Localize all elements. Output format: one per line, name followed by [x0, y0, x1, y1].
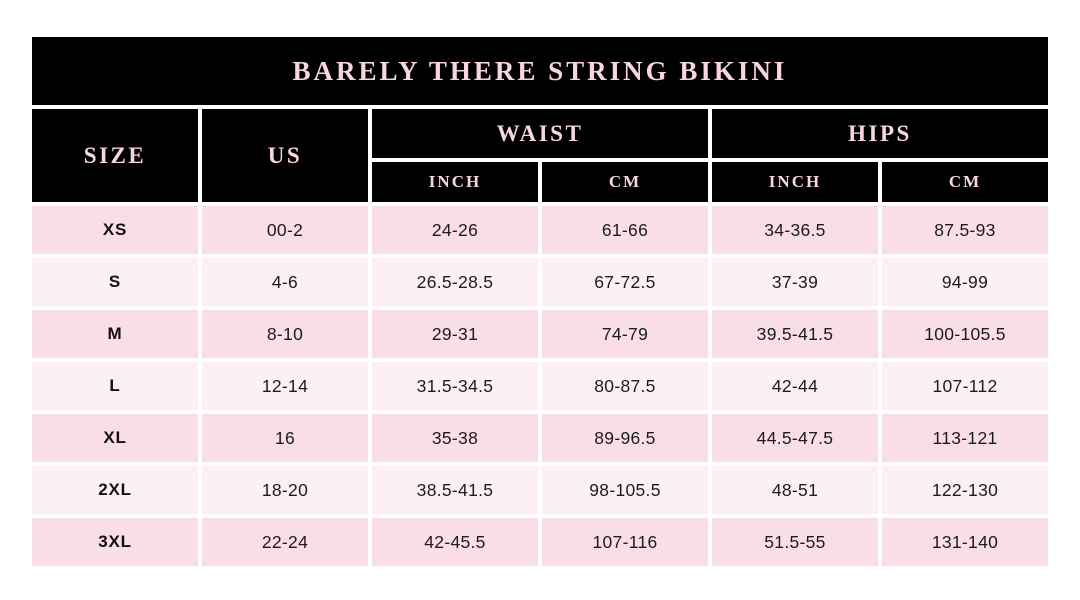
row-2xl-waist-inch: 38.5-41.5: [372, 466, 538, 514]
row-xs-hips-inch: 34-36.5: [712, 206, 878, 254]
row-l-us: 12-14: [202, 362, 368, 410]
row-m-size: M: [32, 310, 198, 358]
row-s-hips-inch: 37-39: [712, 258, 878, 306]
row-s-waist-inch: 26.5-28.5: [372, 258, 538, 306]
row-l-waist-cm: 80-87.5: [542, 362, 708, 410]
size-chart-table: [32, 37, 1048, 566]
header-waist-inch: INCH: [372, 162, 538, 202]
row-m-us: 8-10: [202, 310, 368, 358]
row-xs-hips-cm: 87.5-93: [882, 206, 1048, 254]
row-3xl-us: 22-24: [202, 518, 368, 566]
row-xl-hips-inch: 44.5-47.5: [712, 414, 878, 462]
row-3xl-waist-inch: 42-45.5: [372, 518, 538, 566]
row-3xl-waist-cm: 107-116: [542, 518, 708, 566]
row-2xl-size: 2XL: [32, 466, 198, 514]
row-s-hips-cm: 94-99: [882, 258, 1048, 306]
row-2xl-hips-cm: 122-130: [882, 466, 1048, 514]
row-m-waist-cm: 74-79: [542, 310, 708, 358]
row-xs-us: 00-2: [202, 206, 368, 254]
row-s-size: S: [32, 258, 198, 306]
header-hips-inch: INCH: [712, 162, 878, 202]
header-waist: WAIST: [372, 109, 708, 158]
header-hips: HIPS: [712, 109, 1048, 158]
header-hips-cm: CM: [882, 162, 1048, 202]
row-xs-size: XS: [32, 206, 198, 254]
row-l-hips-cm: 107-112: [882, 362, 1048, 410]
row-2xl-hips-inch: 48-51: [712, 466, 878, 514]
row-xs-waist-cm: 61-66: [542, 206, 708, 254]
header-waist-cm: CM: [542, 162, 708, 202]
size-chart-grid: [32, 109, 1048, 566]
row-3xl-hips-inch: 51.5-55: [712, 518, 878, 566]
row-l-size: L: [32, 362, 198, 410]
row-m-hips-inch: 39.5-41.5: [712, 310, 878, 358]
row-s-waist-cm: 67-72.5: [542, 258, 708, 306]
row-m-hips-cm: 100-105.5: [882, 310, 1048, 358]
row-l-hips-inch: 42-44: [712, 362, 878, 410]
row-xl-size: XL: [32, 414, 198, 462]
header-us: US: [202, 109, 368, 202]
chart-title: BARELY THERE STRING BIKINI: [292, 55, 788, 86]
chart-title-bar: [32, 37, 1048, 105]
row-s-us: 4-6: [202, 258, 368, 306]
row-xl-waist-inch: 35-38: [372, 414, 538, 462]
row-l-waist-inch: 31.5-34.5: [372, 362, 538, 410]
row-xl-us: 16: [202, 414, 368, 462]
row-xl-hips-cm: 113-121: [882, 414, 1048, 462]
row-3xl-size: 3XL: [32, 518, 198, 566]
row-xs-waist-inch: 24-26: [372, 206, 538, 254]
row-3xl-hips-cm: 131-140: [882, 518, 1048, 566]
row-2xl-us: 18-20: [202, 466, 368, 514]
row-m-waist-inch: 29-31: [372, 310, 538, 358]
row-xl-waist-cm: 89-96.5: [542, 414, 708, 462]
row-2xl-waist-cm: 98-105.5: [542, 466, 708, 514]
header-size: SIZE: [32, 109, 198, 202]
